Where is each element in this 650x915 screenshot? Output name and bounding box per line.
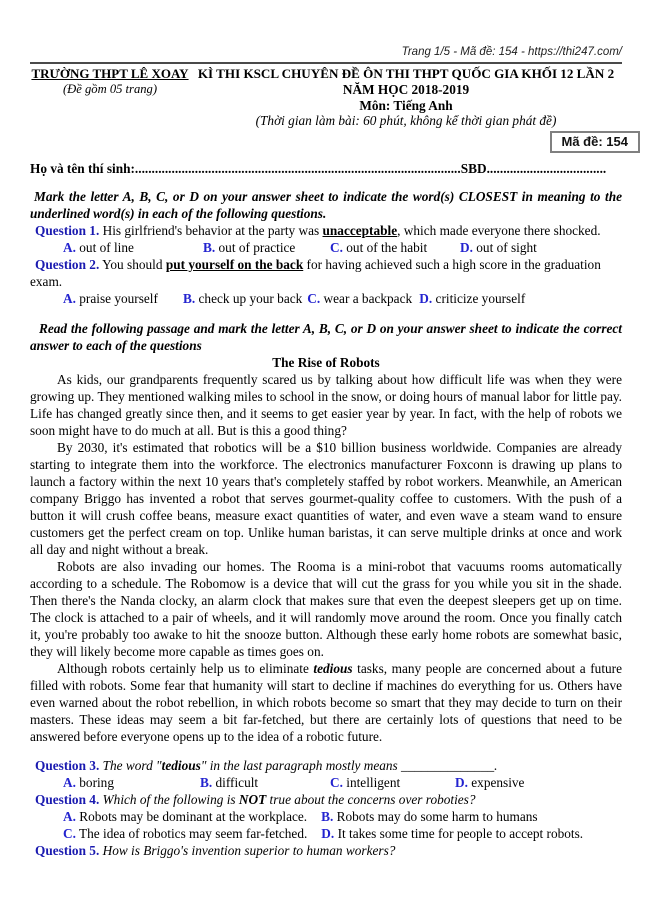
question-4-label: Question 4. [35,792,100,807]
option-text: It takes some time for people to accept robots. [337,826,584,841]
question-1-text-post: , which made everyone there shocked. [397,223,601,238]
option-letter: D. [455,775,468,790]
question-4-text-pre: Which of the following is [102,792,239,807]
option-c [330,774,455,791]
question-2 [30,256,622,290]
question-2-underlined-phrase: put yourself on the back [165,257,304,272]
exam-header [30,66,622,128]
option-c [63,825,307,842]
question-2-text-post: for having achieved such a high score in the graduation exam. [30,257,601,289]
question-2-text-pre: You should [102,257,166,272]
school-block [30,66,190,128]
candidate-name-label: Họ và tên thí sinh: [30,161,135,176]
option-text: intelligent [346,775,401,790]
question-3-label: Question 3. [35,758,100,773]
page-header-rule [30,46,622,64]
option-a [63,774,200,791]
question-2-label: Question 2. [35,257,100,272]
option-letter: D. [321,826,335,841]
option-text: The idea of robotics may seem far-fetched. [79,826,308,841]
option-text: Robots may be dominant at the workplace. [79,809,308,824]
question-3-text-pre: The word " [102,758,162,773]
exam-time-note: (Thời gian làm bài: 60 phút, không kể thời gian phát đề) [255,113,557,128]
option-text: Robots may do some harm to humans [336,809,538,824]
sbd-label: SBD [460,161,487,176]
question-5-text: How is Briggo's invention superior to human workers? [102,843,396,858]
option-text: praise yourself [79,291,158,306]
question-3-text [103,758,498,773]
option-letter: A. [63,240,76,255]
page-content [30,0,622,859]
option-b [183,290,302,307]
question-1-options [30,239,622,256]
school-note: (Đề gồm 05 trang) [62,82,158,96]
question-1-text-pre: His girlfriend's behavior at the party was [102,223,323,238]
sbd-dots: .................................... [486,161,607,176]
option-b [203,239,330,256]
question-1-label: Question 1. [35,223,100,238]
question-3-text-post: " in the last paragraph mostly means [200,758,402,773]
paragraph-4-pre: Although robots certainly help us to eliminate [57,661,314,676]
option-letter: B. [203,240,216,255]
exam-code-badge [550,131,640,153]
exam-title: KÌ THI KSCL CHUYÊN ĐỀ ÔN THI THPT QUỐC GIA KHỐI 12 LẦN 2 [197,66,615,81]
option-letter: C. [63,826,76,841]
option-a [63,808,307,825]
option-letter: A. [63,775,76,790]
exam-code-text: Mã đề: 154 [561,134,628,149]
passage-paragraph-2: By 2030, it's estimated that robotics will be a $10 billion business worldwide. Companies are already starting to integrate them into the workforce. The electronics manufacturer Foxconn is drawing up plans to launch a factory within the next 10 years that's completely staffed by robot workers. Meanwhile, an American company Briggo has invented a robot that serves gourmet-quality coffee to customers. With the push of a button it will crush coffee beans, measure exact quantities of water, and even wave a steam wand to ensure customers get the perfect cream on top. Unlike human baristas, it can serve multiple drinks at once and work all day and night without a break. [30,440,622,557]
exam-subject: Môn: Tiếng Anh [359,98,453,113]
option-b [321,808,537,825]
option-b [200,774,330,791]
question-3-blank: ______________. [401,758,498,773]
option-letter: D. [419,291,433,306]
question-5-label: Question 5. [35,843,100,858]
paragraph-4-keyword: tedious [313,661,353,676]
option-text: difficult [215,775,259,790]
option-text: out of practice [218,240,296,255]
candidate-name-dots: .................................................................................................. [134,161,461,176]
option-a [63,290,183,307]
option-letter: B. [183,291,196,306]
option-d [460,239,537,256]
option-text: out of line [79,240,134,255]
option-letter: B. [200,775,213,790]
page-info-text: Trang 1/5 - Mã đề: 154 - https://thi247.com/ [401,46,622,58]
option-d [321,825,583,842]
question-1-underlined-word: unacceptable [322,223,398,238]
option-text: out of the habit [346,240,428,255]
option-text: wear a backpack [323,291,413,306]
option-text: out of sight [476,240,537,255]
question-4-options-row-2 [30,825,622,842]
option-d [455,774,524,791]
question-3-options [30,774,622,791]
candidate-line [30,160,622,177]
option-letter: A. [63,291,76,306]
question-4-text-post: true about the concerns over roboties? [266,792,476,807]
option-a [63,239,203,256]
question-1 [30,222,622,239]
option-text: expensive [471,775,525,790]
section1-instruction: Mark the letter A, B, C, or D on your answer sheet to indicate the word(s) CLOSEST in meaning to the underlined word(s) in each of the following questions. [30,189,622,221]
question-4 [30,791,622,808]
option-d [419,290,525,307]
question-2-options [30,290,622,307]
school-name: TRƯỜNG THPT LÊ XOAY [31,66,189,81]
option-c [307,290,419,307]
paragraph-4-post: tasks, many people are concerned about a future filled with robots. Some fear that humanity will start to decline if machines do everything for us. Others have even warned about the robot rebellion, in which robots become so smart that they may decide to turn on their masters. These ideas may seem a bit far-fetched, but there are certainly lots of questions that need to be answered before everyone opens up to the idea of a robotic future. [30,661,622,744]
option-letter: C. [330,775,343,790]
option-letter: C. [330,240,343,255]
question-3 [30,757,622,774]
question-4-options-row-1 [30,808,622,825]
option-letter: C. [307,291,321,306]
option-text: boring [79,775,114,790]
option-text: criticize yourself [435,291,526,306]
option-letter: A. [63,809,76,824]
question-4-bold-word: NOT [238,792,267,807]
reading-instruction: Read the following passage and mark the letter A, B, C, or D on your answer sheet to indicate the correct answer to each of the questions [30,321,622,353]
exam-title-block [190,66,622,128]
question-5 [30,842,622,859]
passage-title: The Rise of Robots [272,355,380,370]
option-letter: B. [321,809,334,824]
passage-paragraph-1: As kids, our grandparents frequently scared us by talking about how difficult life was when they were growing up. They mentioned walking miles to school in the snow, or doing hours of manual labor for little pay. Life has changed greatly since then, and it seems to get easier year by year. In fact, with the help of robots we soon might have to do much at all. But is this a good thing? [30,372,622,438]
question-3-keyword: tedious [161,758,201,773]
exam-year: NĂM HỌC 2018-2019 [342,82,470,97]
question-4-text [103,792,476,807]
passage-paragraph-3: Robots are also invading our homes. The Rooma is a mini-robot that vacuums rooms automatically according to a schedule. The Robomow is a device that will cut the grass for you while you sit in the shade. Then there's the Nanda clocky, an alarm clock that makes sure that even the deepest sleepers get up on time. The clock is attached to a pair of wheels, and it will randomly move around the room. Once you finally catch it, you're probably too awake to hit the snooze button. Although these early home robots are somewhat basic, they will likely become more capable as times goes on. [30,559,622,659]
option-text: check up your back [198,291,303,306]
option-c [330,239,460,256]
passage-paragraph-4 [30,660,622,745]
option-letter: D. [460,240,473,255]
